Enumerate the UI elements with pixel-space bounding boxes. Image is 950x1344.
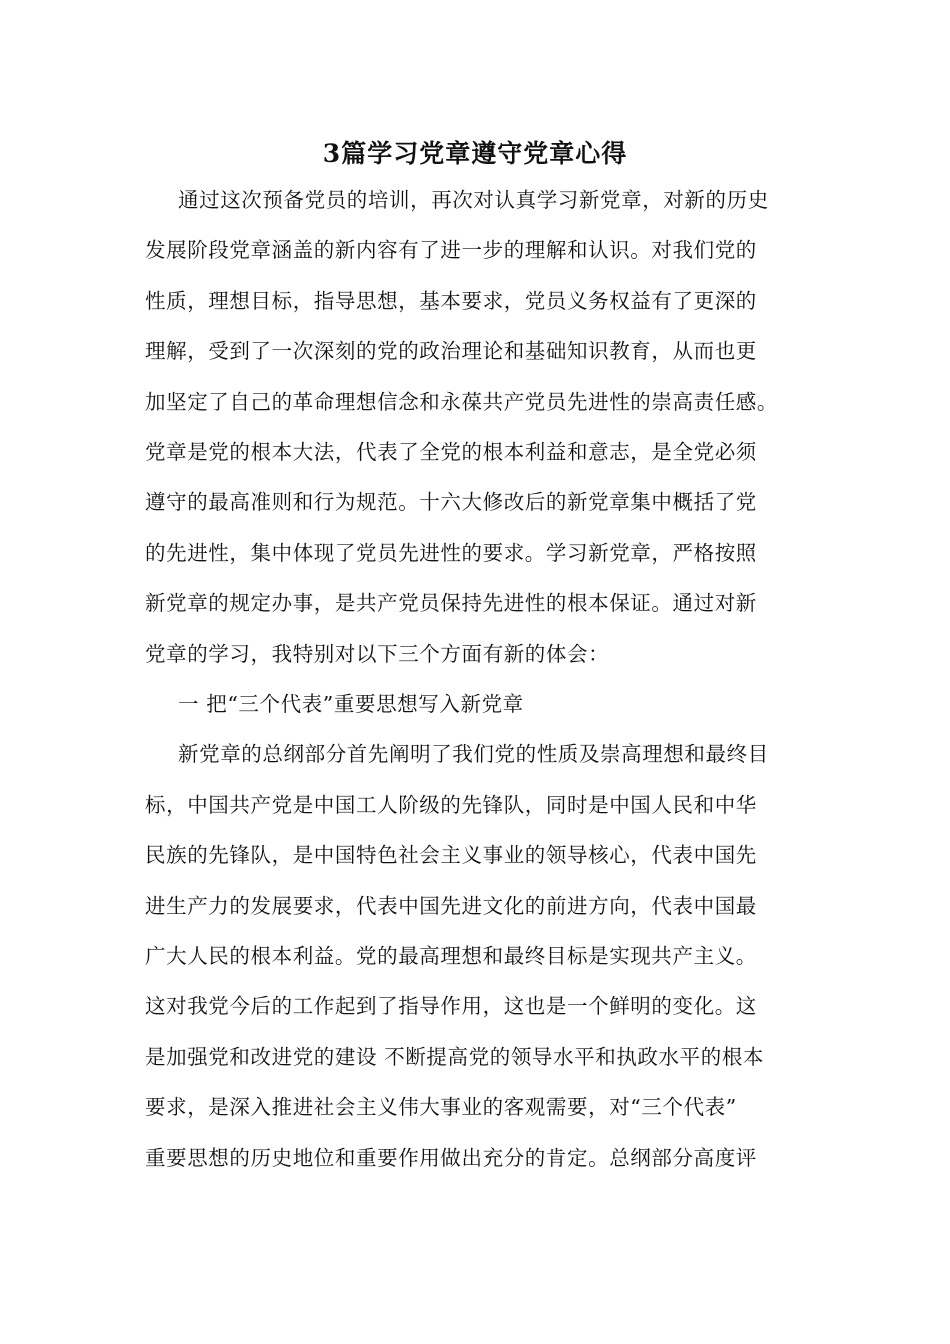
text-line: 新党章的总纲部分首先阐明了我们党的性质及崇高理想和最终目 bbox=[178, 742, 769, 766]
text-line: 的先进性，集中体现了党员先进性的要求。学习新党章，严格按照 bbox=[145, 541, 757, 565]
text-line: 党章的学习，我特别对以下三个方面有新的体会： bbox=[145, 642, 610, 666]
section-heading: 一 把“三个代表”重要思想写入新党章 bbox=[178, 692, 524, 716]
text-line: 民族的先锋队，是中国特色社会主义事业的领导核心，代表中国先 bbox=[145, 843, 757, 867]
text-line: 进生产力的发展要求，代表中国先进文化的前进方向，代表中国最 bbox=[145, 894, 757, 918]
text-line: 是加强党和改进党的建设 不断提高党的领导水平和执政水平的根本 bbox=[145, 1045, 765, 1069]
text-line: 党章是党的根本大法，代表了全党的根本利益和意志，是全党必须 bbox=[145, 440, 757, 464]
text-line: 要求，是深入推进社会主义伟大事业的客观需要，对“三个代表” bbox=[145, 1095, 737, 1119]
text-line: 重要思想的历史地位和重要作用做出充分的肯定。总纲部分高度评 bbox=[145, 1146, 757, 1170]
text-line: 通过这次预备党员的培训，再次对认真学习新党章，对新的历史 bbox=[178, 188, 769, 212]
text-line: 新党章的规定办事，是共产党员保持先进性的根本保证。通过对新 bbox=[145, 591, 757, 615]
text-line: 遵守的最高准则和行为规范。十六大修改后的新党章集中概括了党 bbox=[145, 490, 757, 514]
text-line: 标，中国共产党是中国工人阶级的先锋队，同时是中国人民和中华 bbox=[145, 793, 757, 817]
text-line: 这对我党今后的工作起到了指导作用，这也是一个鲜明的变化。这 bbox=[145, 994, 757, 1018]
text-line: 广大人民的根本利益。党的最高理想和最终目标是实现共产主义。 bbox=[145, 944, 757, 968]
text-line: 加坚定了自己的革命理想信念和永葆共产党员先进性的崇高责任感。 bbox=[145, 390, 778, 414]
text-line: 理解，受到了一次深刻的党的政治理论和基础知识教育，从而也更 bbox=[145, 339, 757, 363]
text-line: 性质，理想目标，指导思想，基本要求，党员义务权益有了更深的 bbox=[145, 289, 757, 313]
text-line: 发展阶段党章涵盖的新内容有了进一步的理解和认识。对我们党的 bbox=[145, 238, 757, 262]
document-title: 3篇学习党章遵守党章心得 bbox=[322, 139, 628, 168]
